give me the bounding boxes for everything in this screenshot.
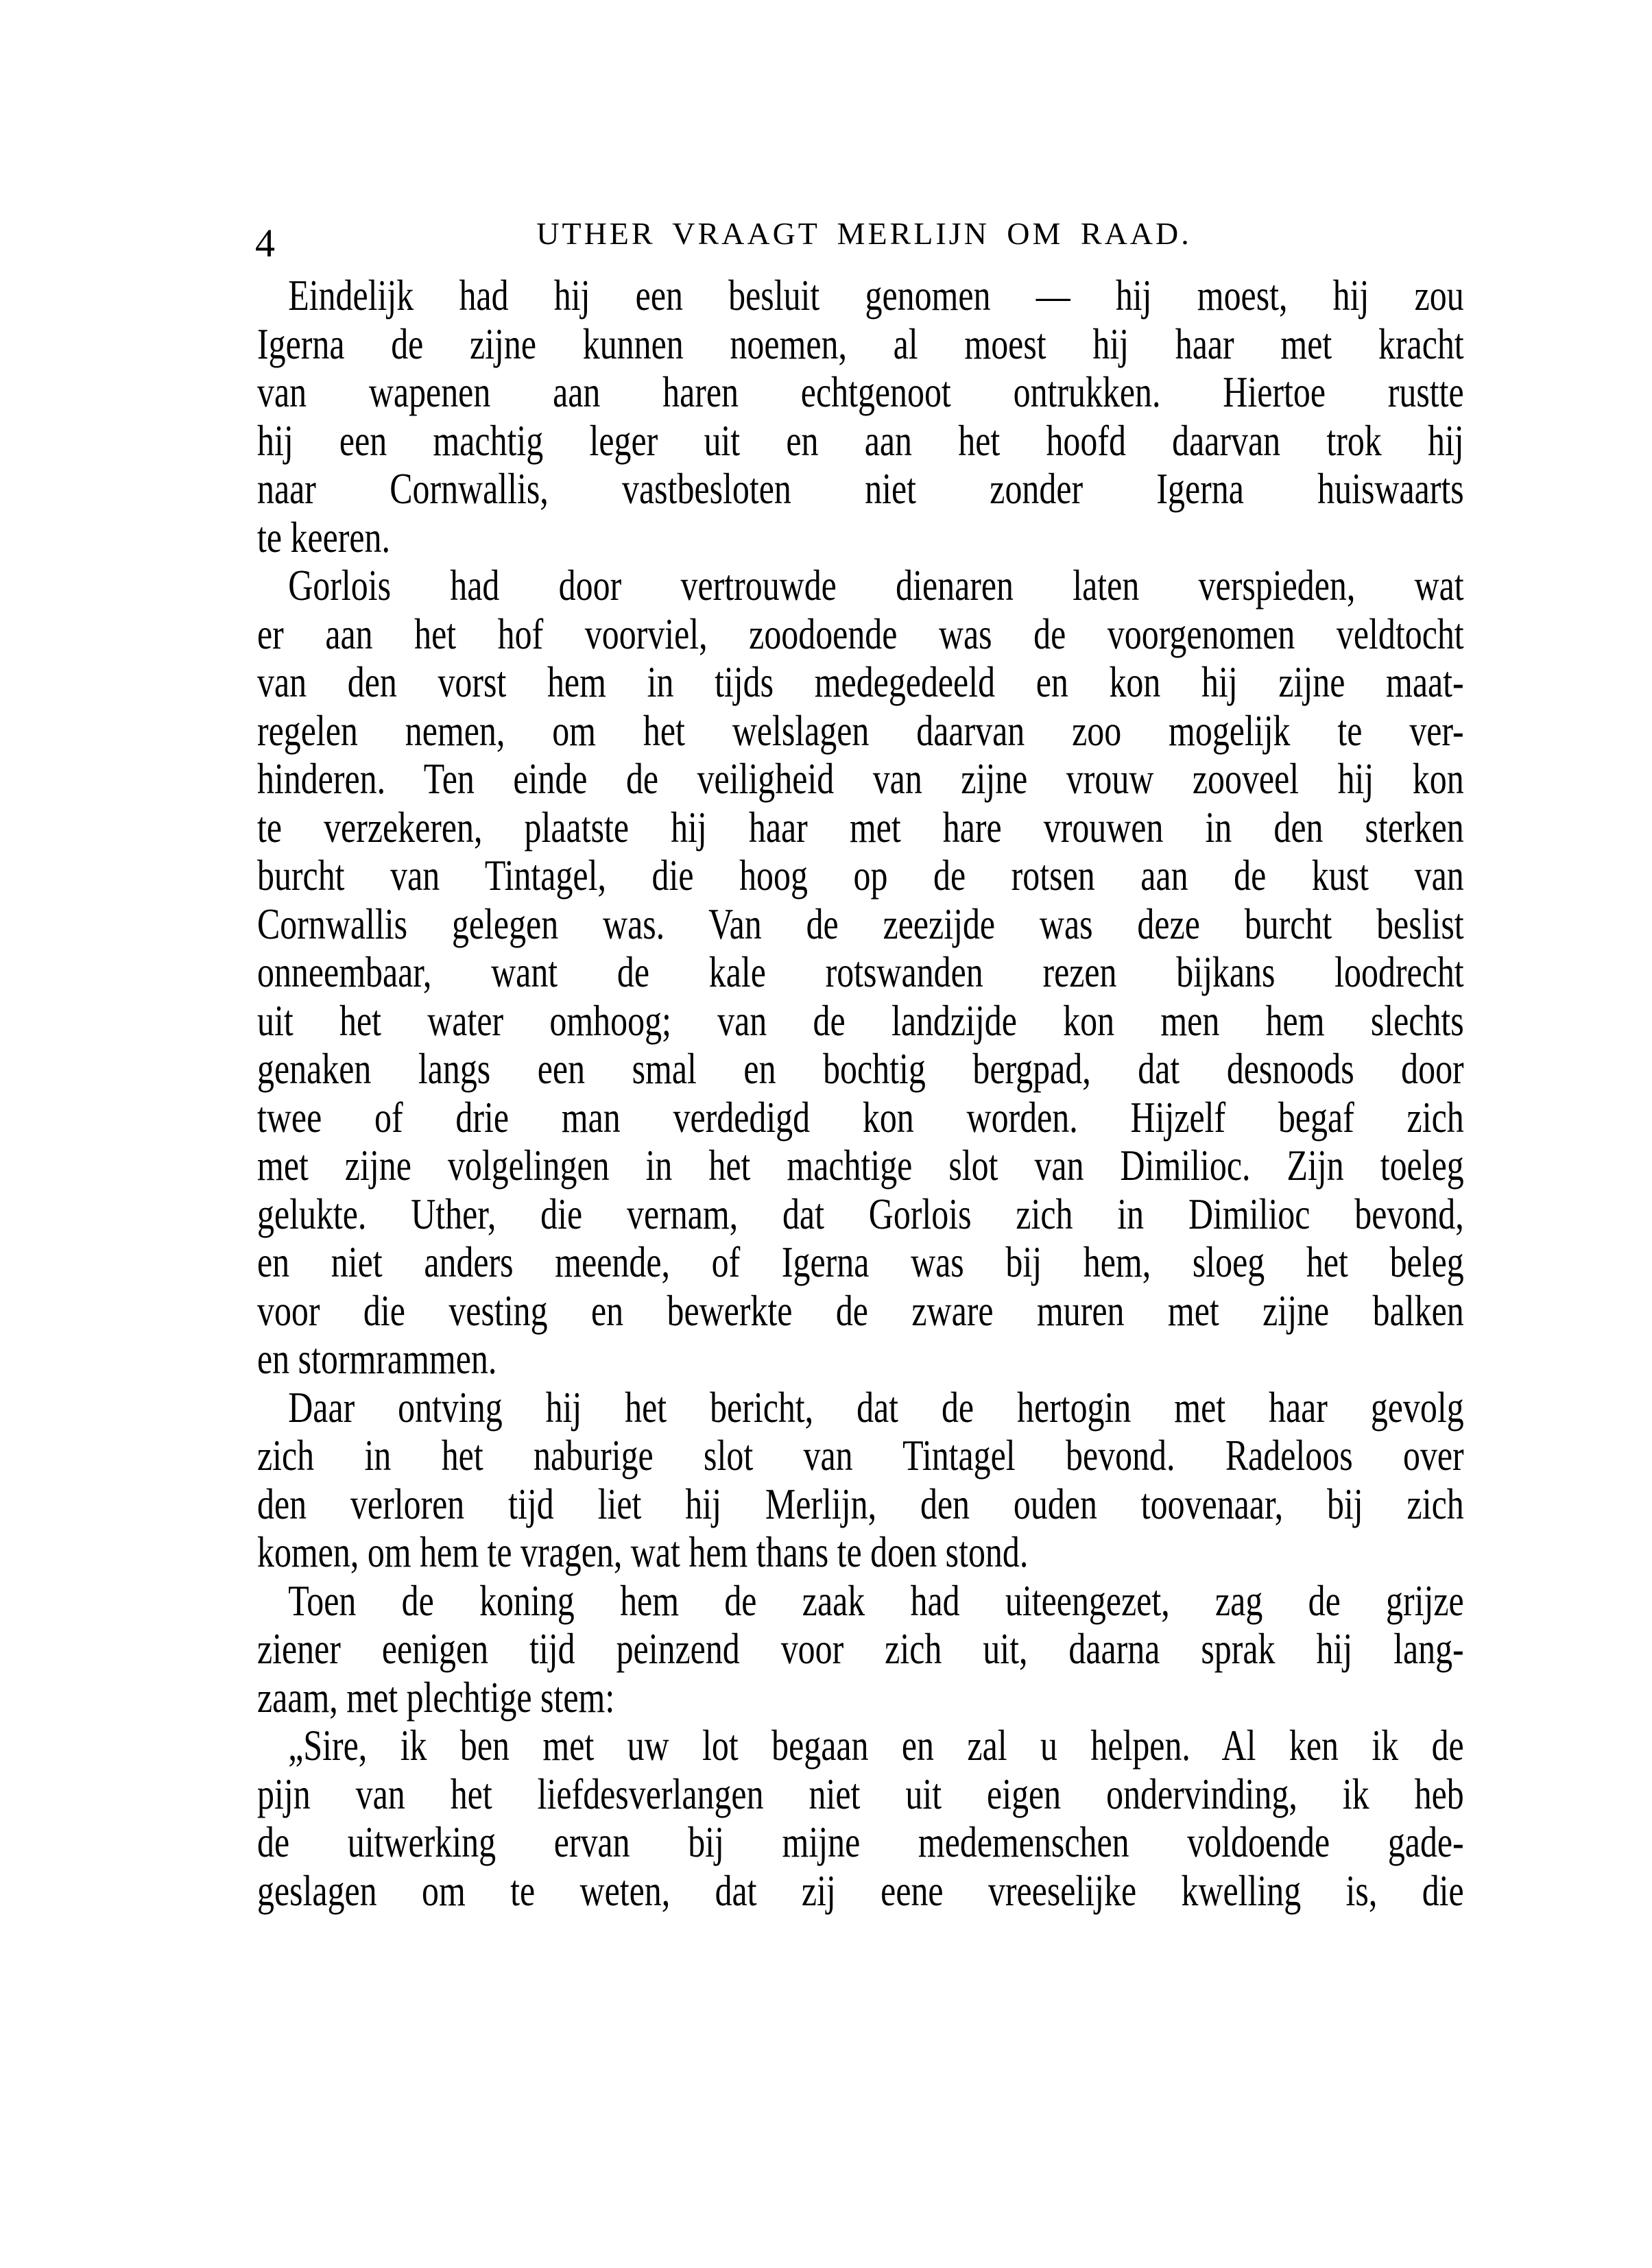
- page-number: 4: [255, 221, 276, 265]
- text-line: den verloren tijd liet hij Merlijn, den ouden toovenaar, bij zich: [257, 1479, 1464, 1528]
- text-line: voor die vesting en bewerkte de zware muren met zijne balken: [257, 1286, 1464, 1335]
- text-line: en stormrammen.: [257, 1334, 497, 1383]
- paragraph: [257, 272, 1464, 562]
- running-header: UTHER VRAAGT MERLIJN OM RAAD.: [536, 216, 1192, 251]
- text-line: regelen nemen, om het welslagen daarvan zoo mogelijk te ver-: [257, 705, 1464, 755]
- text-line: van den vorst hem in tijds medegedeeld en kon hij zijne maat-: [257, 658, 1464, 706]
- text-line: twee of drie man verdedigd kon worden. Hijzelf begaf zich: [257, 1092, 1464, 1142]
- text-line: komen, om hem te vragen, wat hem thans te doen stond.: [257, 1528, 1029, 1576]
- paragraph: [257, 1722, 1464, 1915]
- text-line: naar Cornwallis, vastbesloten niet zonder Igerna huiswaarts: [257, 464, 1464, 513]
- text-line: zich in het naburige slot van Tintagel bevond. Radeloos over: [257, 1431, 1464, 1480]
- text-line: genaken langs een smal en bochtig bergpad, dat desnoods door: [257, 1044, 1464, 1093]
- text-line: ziener eenigen tijd peinzend voor zich uit, daarna sprak hij lang-: [257, 1624, 1464, 1673]
- text-line: te keeren.: [257, 512, 391, 562]
- text-line: geslagen om te weten, dat zij eene vreeselijke kwelling is, die: [257, 1866, 1464, 1915]
- text-line: „Sire, ik ben met uw lot begaan en zal u helpen. Al ken ik de: [288, 1721, 1464, 1770]
- text-line: er aan het hof voorviel, zoodoende was de voorgenomen veldtocht: [257, 609, 1464, 658]
- text-line: Igerna de zijne kunnen noemen, al moest hij haar met kracht: [257, 319, 1464, 368]
- text-line: te verzekeren, plaatste hij haar met hare vrouwen in den sterken: [257, 802, 1464, 852]
- text-line: Eindelijk had hij een besluit genomen — hij moest, hij zou: [288, 271, 1464, 319]
- text-line: onneembaar, want de kale rotswanden rezen bijkans loodrecht: [257, 948, 1464, 996]
- text-line: de uitwerking ervan bij mijne medemenschen voldoende gade-: [257, 1818, 1464, 1866]
- paragraph: [257, 1384, 1464, 1577]
- text-line: zaam, met plechtige stem:: [257, 1672, 615, 1722]
- text-line: hinderen. Ten einde de veiligheid van zijne vrouw zooveel hij kon: [257, 754, 1464, 803]
- text-block: [257, 272, 1464, 1915]
- text-line: met zijne volgelingen in het machtige slot van Dimilioc. Zijn toeleg: [257, 1141, 1464, 1190]
- text-line: gelukte. Uther, die vernam, dat Gorlois zich in Dimilioc bevond,: [257, 1189, 1464, 1238]
- text-line: Gorlois had door vertrouwde dienaren laten verspieden, wat: [288, 561, 1464, 610]
- text-line: Toen de koning hem de zaak had uiteengezet, zag de grijze: [288, 1576, 1464, 1625]
- paragraph: [257, 1577, 1464, 1722]
- paragraph: [257, 562, 1464, 1384]
- text-line: van wapenen aan haren echtgenoot ontrukken. Hiertoe rustte: [257, 367, 1464, 416]
- text-line: burcht van Tintagel, die hoog op de rotsen aan de kust van: [257, 851, 1464, 900]
- text-line: Daar ontving hij het bericht, dat de hertogin met haar gevolg: [288, 1382, 1464, 1432]
- text-line: pijn van het liefdesverlangen niet uit eigen ondervinding, ik heb: [257, 1769, 1464, 1818]
- text-line: Cornwallis gelegen was. Van de zeezijde was deze burcht beslist: [257, 899, 1464, 948]
- text-line: en niet anders meende, of Igerna was bij hem, sloeg het beleg: [257, 1238, 1464, 1286]
- text-line: uit het water omhoog; van de landzijde kon men hem slechts: [257, 996, 1464, 1045]
- text-line: hij een machtig leger uit en aan het hoofd daarvan trok hij: [257, 415, 1464, 465]
